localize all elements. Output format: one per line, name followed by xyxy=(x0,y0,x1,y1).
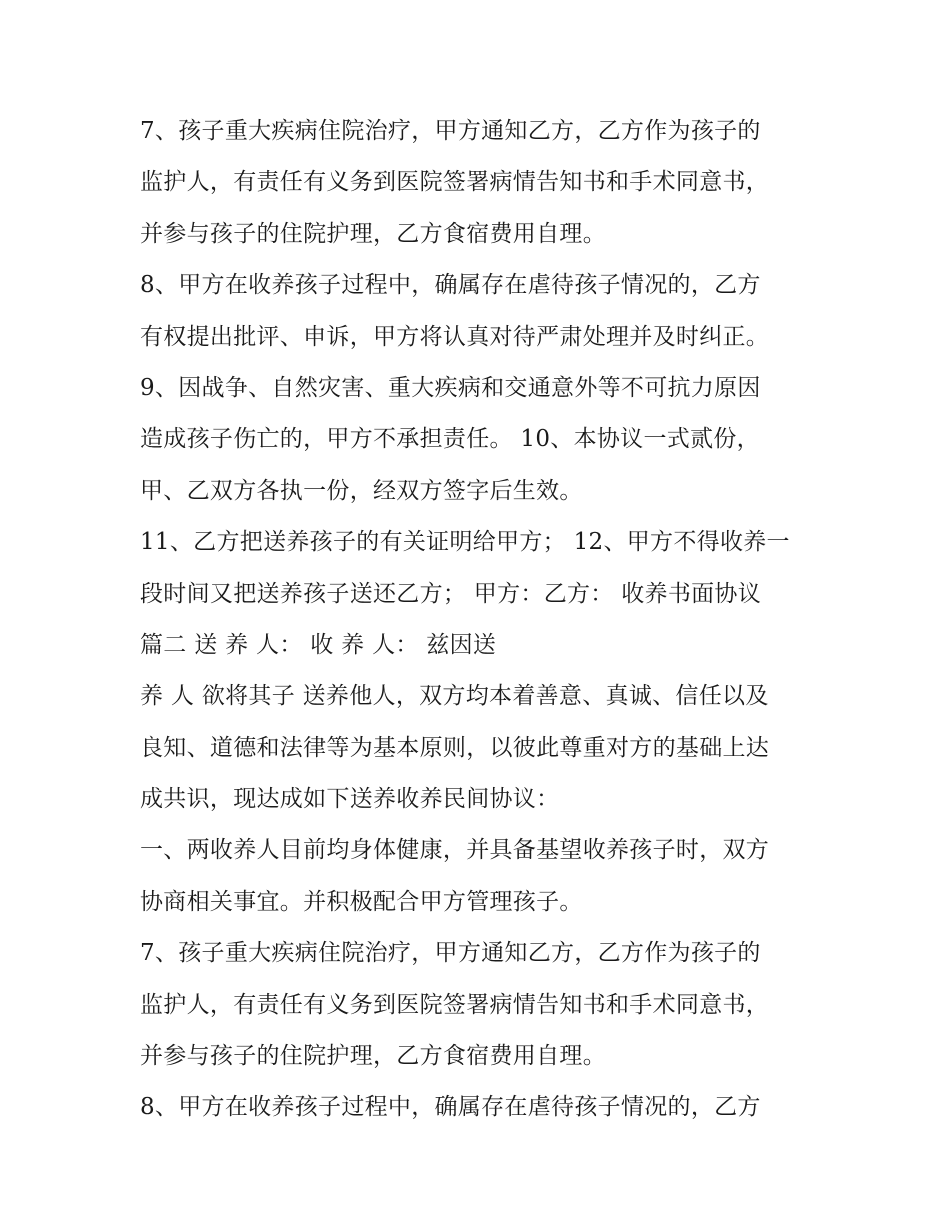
text-line: 7、孩子重大疾病住院治疗，甲方通知乙方，乙方作为孩子的 xyxy=(140,118,761,144)
text-line: 11、乙方把送养孩子的有关证明给甲方； 12、甲方不得收养一 xyxy=(140,529,790,556)
text-line: 并参与孩子的住院护理，乙方食宿费用自理。 xyxy=(140,220,606,247)
text-line: 甲、乙双方各执一份，经双方签字后生效。 xyxy=(140,477,583,504)
text-line: 造成孩子伤亡的，甲方不承担责任。 10、本协议一式贰份， xyxy=(140,426,760,453)
text-line: 监护人，有责任有义务到医院签署病情告知书和手术同意书， xyxy=(140,169,770,196)
text-line: 9、因战争、自然灾害、重大疾病和交通意外等不可抗力原因 xyxy=(140,374,761,401)
text-line: 7、孩子重大疾病住院治疗，甲方通知乙方，乙方作为孩子的 xyxy=(140,940,761,967)
text-line: 一、两收养人目前均身体健康，并具备基望收养孩子时，双方 xyxy=(140,837,770,864)
text-line: 篇二 送 养 人： 收 养 人： 兹因送 xyxy=(140,631,497,658)
text-line: 段时间又把送养孩子送还乙方； 甲方：乙方： 收养书面协议 xyxy=(140,580,762,607)
text-line: 养 人 欲将其子 送养他人，双方均本着善意、真诚、信任以及 xyxy=(140,683,769,710)
text-line: 并参与孩子的住院护理，乙方食宿费用自理。 xyxy=(140,1043,606,1070)
text-line: 监护人，有责任有义务到医院签署病情告知书和手术同意书， xyxy=(140,991,770,1018)
text-line: 有权提出批评、申诉，甲方将认真对待严肃处理并及时纠正。 xyxy=(140,323,770,350)
text-line: 协商相关事宜。并积极配合甲方管理孩子。 xyxy=(140,888,583,915)
document-body xyxy=(140,106,840,1134)
text-line: 成共识，现达成如下送养收养民间协议： xyxy=(140,786,560,813)
text-line: 8、甲方在收养孩子过程中，确属存在虐待孩子情况的，乙方 xyxy=(140,272,761,299)
text-line: 8、甲方在收养孩子过程中，确属存在虐待孩子情况的，乙方 xyxy=(140,1094,761,1121)
text-line: 良知、道德和法律等为基本原则，以彼此尊重对方的基础上达 xyxy=(140,734,770,761)
